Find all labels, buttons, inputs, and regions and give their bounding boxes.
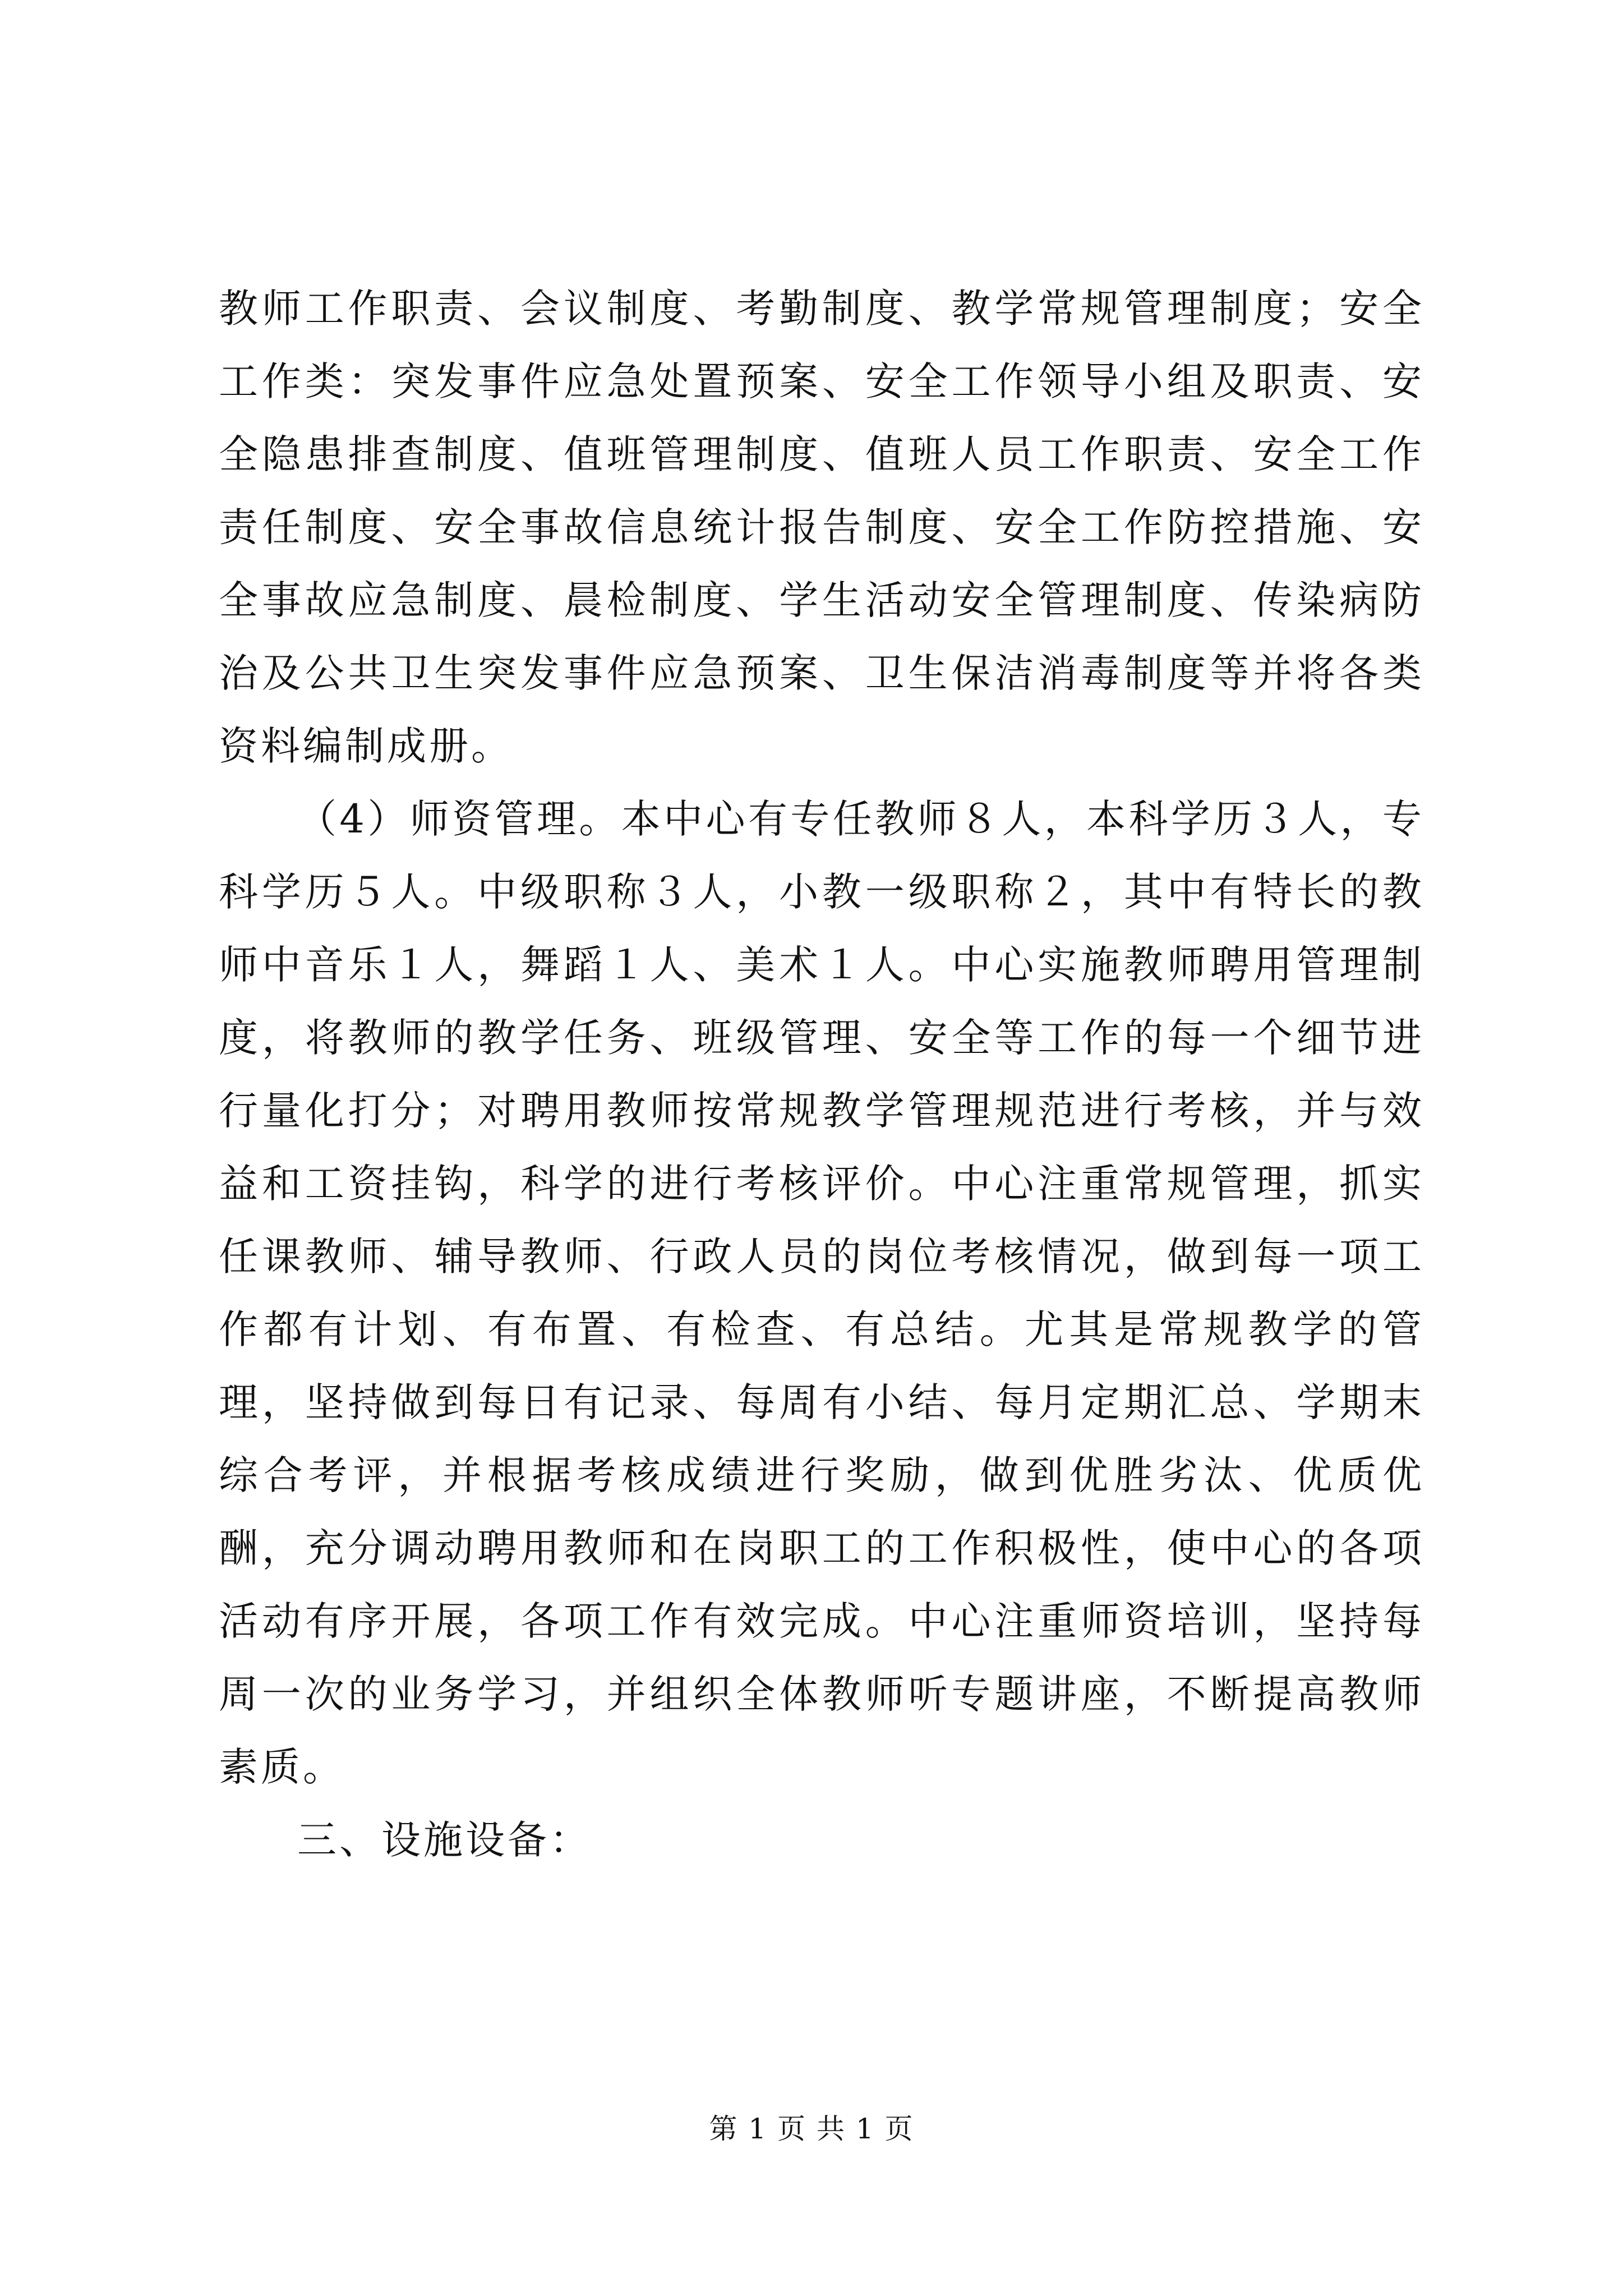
section-heading-facilities: 三、设施设备： — [297, 1817, 592, 1863]
paragraph-teacher-management: （4）师资管理。本中心有专任教师８人，本科学历３人，专科学历５人。中级职称３人，小教一级职称２，其中有特长的教师中音乐１人，舞蹈１人、美术１人。中心实施教师聘用管理制度，将教师的教学任务、班级管理、安全等工作的每一个细节进行量化打分；对聘用教师按常规教学管理规范进行考核，并与效益和工资挂钩，科学的进行考核评价。中心注重常规管理，抓实任课教师、辅导教师、行政人员的岗位考核情况，做到每一项工作都有计划、有布置、有检查、有总结。尤其是常规教学的管理，坚持做到每日有记录、每周有小结、每月定期汇总、学期末综合考评，并根据考核成绩进行奖励，做到优胜劣汰、优质优酬，充分调动聘用教师和在岗职工的工作积极性，使中心的各项活动有序开展，各项工作有效完成。中心注重师资培训，坚持每周一次的业务学习，并组织全体教师听专题讲座，不断提高教师素质。 — [219, 796, 1424, 1790]
document-body — [219, 272, 1424, 1876]
page-footer: 第 1 页 共 1 页 — [709, 2113, 914, 2145]
paragraph-rules-list: 教师工作职责、会议制度、考勤制度、教学常规管理制度；安全工作类：突发事件应急处置预案、安全工作领导小组及职责、安全隐患排查制度、值班管理制度、值班人员工作职责、安全工作责任制度、安全事故信息统计报告制度、安全工作防控措施、安全事故应急制度、晨检制度、学生活动安全管理制度、传染病防治及公共卫生突发事件应急预案、卫生保洁消毒制度等并将各类资料编制成册。 — [219, 286, 1424, 769]
